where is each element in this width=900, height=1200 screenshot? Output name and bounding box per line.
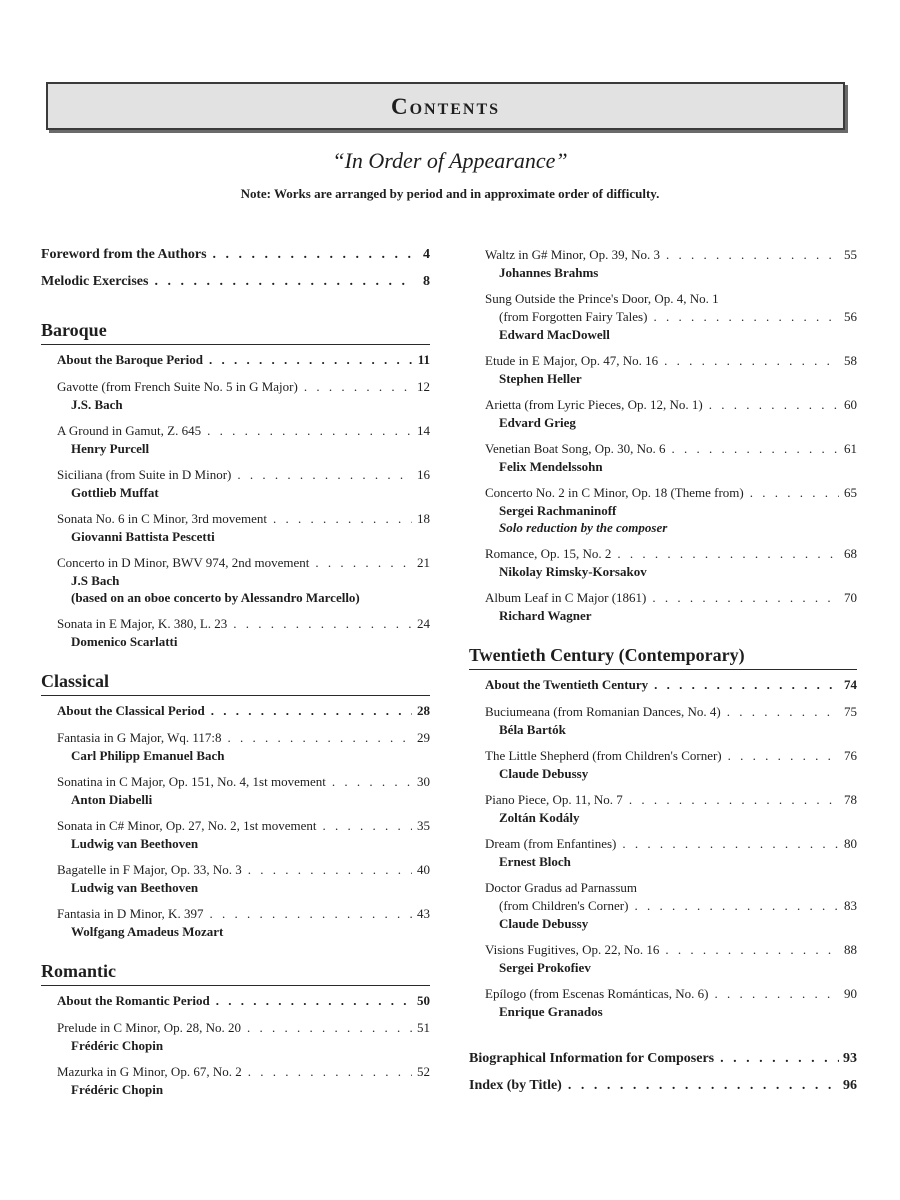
entry-page: 40 xyxy=(417,862,430,877)
entry-title: Waltz in G# Minor, Op. 39, No. 3 xyxy=(485,247,660,262)
toc-entry[interactable] xyxy=(469,396,857,431)
dot-leader xyxy=(709,396,839,414)
dot-leader xyxy=(622,835,839,853)
entry-page: 12 xyxy=(417,379,430,394)
toc-entry-biographical-information[interactable] xyxy=(469,1050,857,1068)
entry-page: 65 xyxy=(844,485,857,500)
toc-entry[interactable] xyxy=(41,817,430,852)
entry-page: 83 xyxy=(844,898,857,913)
entry-page: 68 xyxy=(844,546,857,561)
entry-page: 80 xyxy=(844,836,857,851)
entry-title: Biographical Information for Composers xyxy=(469,1051,715,1066)
entry-page: 76 xyxy=(844,748,857,763)
toc-entry-about-classical[interactable] xyxy=(41,702,430,720)
entry-page: 28 xyxy=(417,703,430,718)
toc-entry[interactable] xyxy=(469,484,857,536)
entry-composer: Carl Philipp Emanuel Bach xyxy=(71,748,225,763)
entry-page: 88 xyxy=(844,942,857,957)
dot-leader xyxy=(727,703,839,721)
dot-leader xyxy=(322,817,412,835)
entry-composer: Giovanni Battista Pescetti xyxy=(71,529,215,544)
entry-composer: Felix Mendelssohn xyxy=(499,459,603,474)
entry-composer: Edward MacDowell xyxy=(499,327,610,342)
dot-leader xyxy=(216,992,412,1010)
dot-leader xyxy=(617,545,839,563)
section-heading-baroque: Baroque xyxy=(41,319,430,345)
entry-page: 21 xyxy=(417,555,430,570)
entry-title: Concerto in D Minor, BWV 974, 2nd movement xyxy=(57,555,310,570)
dot-leader xyxy=(211,702,412,720)
toc-entry[interactable] xyxy=(41,422,430,457)
entry-page: 35 xyxy=(417,818,430,833)
entry-title: Piano Piece, Op. 11, No. 7 xyxy=(485,792,623,807)
entry-page: 74 xyxy=(844,677,857,692)
toc-left-column xyxy=(41,246,430,1107)
entry-composer: Claude Debussy xyxy=(499,766,589,781)
toc-entry-about-baroque[interactable] xyxy=(41,351,430,369)
entry-page: 96 xyxy=(843,1078,857,1093)
toc-entry[interactable] xyxy=(41,378,430,413)
entry-composer: Gottlieb Muffat xyxy=(71,485,159,500)
entry-composer: Anton Diabelli xyxy=(71,792,153,807)
entry-note: Solo reduction by the composer xyxy=(499,520,668,535)
dot-leader xyxy=(653,308,839,326)
entry-composer: Ernest Bloch xyxy=(499,854,571,869)
entry-title: Siciliana (from Suite in D Minor) xyxy=(57,467,232,482)
entry-composer: Sergei Prokofiev xyxy=(499,960,591,975)
entry-composer: J.S Bach xyxy=(71,573,120,588)
dot-leader xyxy=(213,246,412,264)
entry-title: About the Baroque Period xyxy=(57,352,204,367)
toc-right-column xyxy=(469,246,857,1104)
entry-page: 55 xyxy=(844,247,857,262)
dot-leader xyxy=(209,905,412,923)
section-heading-classical: Classical xyxy=(41,670,430,696)
toc-entry[interactable] xyxy=(41,729,430,764)
toc-entry[interactable] xyxy=(469,703,857,738)
toc-entry-foreword[interactable] xyxy=(41,246,430,264)
entry-title: Sonata No. 6 in C Minor, 3rd movement xyxy=(57,511,267,526)
contents-header-box xyxy=(46,82,845,130)
dot-leader xyxy=(233,615,412,633)
dot-leader xyxy=(304,378,412,396)
entry-page: 93 xyxy=(843,1051,857,1066)
entry-title: Visions Fugitives, Op. 22, No. 16 xyxy=(485,942,660,957)
dot-leader xyxy=(315,554,412,572)
dot-leader xyxy=(248,1063,412,1081)
entry-title-continued: (from Forgotten Fairy Tales) xyxy=(499,309,648,324)
entry-title: Epílogo (from Escenas Románticas, No. 6) xyxy=(485,986,709,1001)
dot-leader xyxy=(720,1050,839,1068)
toc-entry[interactable] xyxy=(469,835,857,870)
entry-title: Prelude in C Minor, Op. 28, No. 20 xyxy=(57,1020,241,1035)
toc-entry[interactable] xyxy=(41,466,430,501)
toc-entry-about-romantic[interactable] xyxy=(41,992,430,1010)
entry-composer: Claude Debussy xyxy=(499,916,589,931)
entry-composer: Ludwig van Beethoven xyxy=(71,836,199,851)
entry-page: 24 xyxy=(417,616,430,631)
entry-page: 90 xyxy=(844,986,857,1001)
entry-composer: Nikolay Rimsky-Korsakov xyxy=(499,564,647,579)
toc-entry[interactable] xyxy=(469,352,857,387)
entry-composer: Edvard Grieg xyxy=(499,415,576,430)
entry-title: Mazurka in G Minor, Op. 67, No. 2 xyxy=(57,1064,242,1079)
entry-page: 51 xyxy=(417,1020,430,1035)
entry-composer: Béla Bartók xyxy=(499,722,566,737)
page-title: Contents xyxy=(390,94,501,119)
toc-entry[interactable] xyxy=(469,545,857,580)
entry-composer: Wolfgang Amadeus Mozart xyxy=(71,924,224,939)
entry-composer: Ludwig van Beethoven xyxy=(71,880,199,895)
dot-leader xyxy=(248,861,412,879)
dot-leader xyxy=(209,351,412,369)
toc-entry[interactable] xyxy=(469,941,857,976)
toc-entry[interactable] xyxy=(469,589,857,624)
dot-leader xyxy=(273,510,412,528)
dot-leader xyxy=(652,589,839,607)
toc-entry[interactable] xyxy=(469,440,857,475)
entry-title: Doctor Gradus ad Parnassum xyxy=(485,880,637,895)
page-subtitle: “In Order of Appearance” xyxy=(332,148,568,173)
entry-page: 78 xyxy=(844,792,857,807)
entry-page: 58 xyxy=(844,353,857,368)
toc-entry[interactable] xyxy=(41,1019,430,1054)
entry-title: A Ground in Gamut, Z. 645 xyxy=(57,423,202,438)
entry-composer: Richard Wagner xyxy=(499,608,592,623)
entry-title: The Little Shepherd (from Children's Corner) xyxy=(485,748,722,763)
entry-composer: Johannes Brahms xyxy=(499,265,599,280)
dot-leader xyxy=(664,352,839,370)
entry-title: Sonata in C# Minor, Op. 27, No. 2, 1st movement xyxy=(57,818,317,833)
entry-composer: J.S. Bach xyxy=(71,397,123,412)
toc-entry[interactable] xyxy=(41,905,430,940)
entry-page: 60 xyxy=(844,397,857,412)
dot-leader xyxy=(672,440,839,458)
dot-leader xyxy=(629,791,839,809)
entry-page: 61 xyxy=(844,441,857,456)
entry-page: 52 xyxy=(417,1064,430,1079)
toc-entry-index[interactable] xyxy=(469,1077,857,1095)
arrangement-note: Note: Works are arranged by period and in approximate order of difficulty. xyxy=(240,186,660,201)
dot-leader xyxy=(714,985,839,1003)
toc-entry-melodic-exercises[interactable] xyxy=(41,273,430,291)
dot-leader xyxy=(247,1019,412,1037)
dot-leader xyxy=(750,484,839,502)
toc-entry[interactable] xyxy=(469,290,857,343)
entry-title: Foreword from the Authors xyxy=(41,247,207,262)
entry-title: Concerto No. 2 in C Minor, Op. 18 (Theme from) xyxy=(485,485,744,500)
entry-title: Gavotte (from French Suite No. 5 in G Major) xyxy=(57,379,298,394)
dot-leader xyxy=(634,897,839,915)
entry-title: Index (by Title) xyxy=(469,1078,562,1093)
entry-composer: Stephen Heller xyxy=(499,371,582,386)
toc-entry-about-twentieth-century[interactable] xyxy=(469,676,857,694)
entry-title: Album Leaf in C Major (1861) xyxy=(485,590,647,605)
entry-page: 8 xyxy=(423,274,430,289)
entry-composer: Domenico Scarlatti xyxy=(71,634,178,649)
entry-page: 14 xyxy=(417,423,430,438)
dot-leader xyxy=(666,246,839,264)
toc-entry[interactable] xyxy=(469,246,857,281)
toc-entry[interactable] xyxy=(41,554,430,606)
dot-leader xyxy=(654,676,839,694)
section-heading-romantic: Romantic xyxy=(41,960,430,986)
entry-note: (based on an oboe concerto by Alessandro Marcello) xyxy=(71,590,360,605)
toc-entry[interactable] xyxy=(469,985,857,1020)
entry-title: Venetian Boat Song, Op. 30, No. 6 xyxy=(485,441,666,456)
dot-leader xyxy=(568,1077,839,1095)
toc-entry[interactable] xyxy=(41,861,430,896)
entry-page: 29 xyxy=(417,730,430,745)
entry-title: Melodic Exercises xyxy=(41,274,149,289)
toc-entry[interactable] xyxy=(469,791,857,826)
dot-leader xyxy=(228,729,413,747)
entry-page: 4 xyxy=(423,247,430,262)
entry-title: Romance, Op. 15, No. 2 xyxy=(485,546,612,561)
entry-composer: Zoltán Kodály xyxy=(499,810,580,825)
entry-title: Sung Outside the Prince's Door, Op. 4, No. 1 xyxy=(485,291,719,306)
dot-leader xyxy=(332,773,412,791)
entry-composer: Henry Purcell xyxy=(71,441,150,456)
entry-title: Fantasia in D Minor, K. 397 xyxy=(57,906,204,921)
dot-leader xyxy=(728,747,839,765)
entry-title: Sonata in E Major, K. 380, L. 23 xyxy=(57,616,228,631)
entry-page: 30 xyxy=(417,774,430,789)
entry-page: 18 xyxy=(417,511,430,526)
entry-title: Sonatina in C Major, Op. 151, No. 4, 1st movement xyxy=(57,774,326,789)
entry-composer: Sergei Rachmaninoff xyxy=(499,503,617,518)
entry-page: 16 xyxy=(417,467,430,482)
entry-page: 75 xyxy=(844,704,857,719)
dot-leader xyxy=(237,466,412,484)
entry-page: 43 xyxy=(417,906,430,921)
section-heading-twentieth-century: Twentieth Century (Contemporary) xyxy=(469,644,857,670)
dot-leader xyxy=(154,273,412,291)
entry-title: Arietta (from Lyric Pieces, Op. 12, No. 1) xyxy=(485,397,703,412)
entry-page: 56 xyxy=(844,309,857,324)
entry-composer: Frédéric Chopin xyxy=(71,1038,164,1053)
entry-page: 50 xyxy=(417,993,430,1008)
entry-composer: Frédéric Chopin xyxy=(71,1082,164,1097)
entry-title: Dream (from Enfantines) xyxy=(485,836,617,851)
entry-title-continued: (from Children's Corner) xyxy=(499,898,629,913)
entry-page: 70 xyxy=(844,590,857,605)
toc-entry[interactable] xyxy=(41,510,430,545)
entry-title: Etude in E Major, Op. 47, No. 16 xyxy=(485,353,659,368)
toc-entry[interactable] xyxy=(41,1063,430,1098)
toc-entry[interactable] xyxy=(41,615,430,650)
entry-page: 11 xyxy=(417,352,430,367)
entry-title: Bagatelle in F Major, Op. 33, No. 3 xyxy=(57,862,242,877)
toc-entry[interactable] xyxy=(469,747,857,782)
entry-title: About the Romantic Period xyxy=(57,993,210,1008)
dot-leader xyxy=(665,941,839,959)
dot-leader xyxy=(207,422,412,440)
toc-entry[interactable] xyxy=(41,773,430,808)
entry-title: About the Classical Period xyxy=(57,703,205,718)
toc-entry[interactable] xyxy=(469,879,857,932)
entry-title: Fantasia in G Major, Wq. 117:8 xyxy=(57,730,222,745)
entry-title: About the Twentieth Century xyxy=(485,677,649,692)
entry-composer: Enrique Granados xyxy=(499,1004,603,1019)
entry-title: Buciumeana (from Romanian Dances, No. 4) xyxy=(485,704,721,719)
